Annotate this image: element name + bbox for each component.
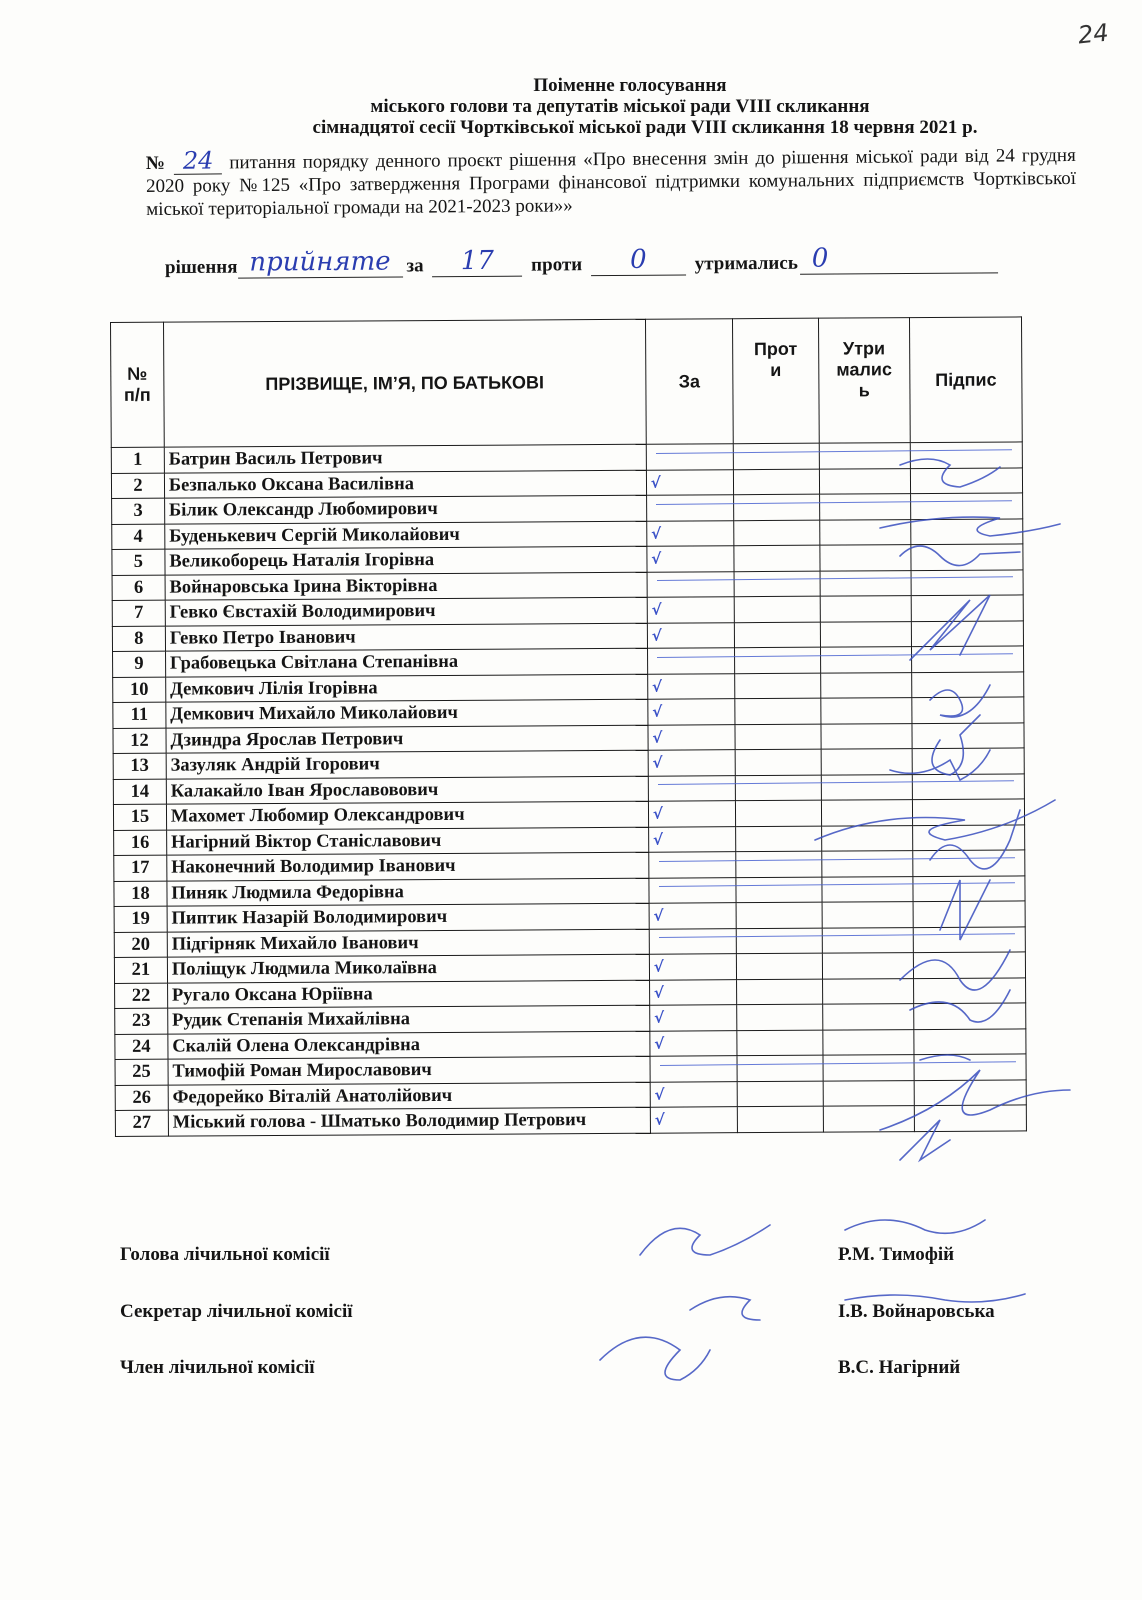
signature-cell	[913, 926, 1025, 952]
vote-for-cell	[649, 928, 737, 954]
row-number: 27	[115, 1110, 168, 1136]
vote-abstain-cell	[820, 647, 912, 673]
vote-for-cell	[646, 495, 734, 521]
signature-cell	[911, 467, 1023, 493]
vote-abstain-cell	[821, 774, 913, 800]
vote-against-cell	[737, 979, 823, 1005]
vote-against-cell	[735, 749, 821, 775]
vote-against-cell	[735, 622, 821, 648]
vote-abstain-cell	[823, 1055, 915, 1081]
row-number: 16	[114, 830, 167, 856]
vote-against-cell	[737, 1055, 823, 1081]
vote-against-cell	[736, 928, 822, 954]
vote-abstain-cell	[819, 443, 911, 469]
signature-cell	[914, 1105, 1026, 1131]
col-header-against-text: Прот и	[753, 338, 798, 380]
col-header-abstain	[818, 318, 910, 444]
member-name: Дзиндра Ярослав Петрович	[166, 725, 648, 753]
member-name: Підгірняк Михайло Іванович	[167, 929, 649, 957]
member-name: Калакайло Іван Ярославовович	[166, 776, 648, 804]
signature-cell	[913, 875, 1025, 901]
row-number: 12	[113, 728, 166, 754]
signature-scribble	[690, 1297, 760, 1320]
document-title: Поіменне голосування	[533, 75, 727, 96]
vote-abstain-cell	[821, 723, 913, 749]
signature-cell	[910, 442, 1022, 468]
vote-abstain-cell	[820, 672, 912, 698]
signature-cell	[911, 493, 1023, 519]
member-name: Нагірний Віктор Станіславович	[166, 827, 648, 855]
vote-for-cell	[650, 1056, 738, 1082]
roll-call-table	[110, 316, 1027, 1136]
vote-for-cell: √	[647, 546, 735, 572]
vote-for-cell: √	[647, 597, 735, 623]
vote-for-cell	[649, 852, 737, 878]
member-name: Безпалько Оксана Василівна	[164, 470, 646, 498]
vote-for-cell: √	[650, 1081, 738, 1107]
signature-scribble	[640, 1225, 770, 1255]
vote-for-cell	[647, 648, 735, 674]
signature-cell	[911, 518, 1023, 544]
vote-for-cell: √	[648, 724, 736, 750]
row-number: 19	[114, 906, 167, 932]
signature-cell	[914, 1079, 1026, 1105]
vote-abstain-cell	[822, 927, 914, 953]
col-header-against	[733, 318, 819, 444]
row-number: 1	[111, 447, 164, 473]
vote-abstain-cell	[820, 545, 912, 571]
row-number: 26	[115, 1085, 168, 1111]
vote-abstain-cell	[822, 953, 914, 979]
commission-member-role: Член лічильної комісії	[120, 1357, 315, 1378]
vote-against-cell	[734, 571, 820, 597]
signature-cell	[913, 850, 1025, 876]
member-name: Зазуляк Андрій Ігорович	[166, 750, 648, 778]
abstain-label: утримались	[694, 252, 798, 275]
row-number: 25	[115, 1059, 168, 1085]
vote-against-cell	[735, 673, 821, 699]
member-name: Гевко Петро Іванович	[165, 623, 647, 651]
member-name: Войнаровська Ірина Вікторівна	[165, 572, 647, 600]
vote-against-cell	[734, 545, 820, 571]
vote-for-cell: √	[647, 622, 735, 648]
signature-cell	[911, 620, 1023, 646]
vote-for-cell: √	[650, 1107, 738, 1133]
vote-abstain-cell	[820, 570, 912, 596]
vote-abstain-cell	[821, 851, 913, 877]
member-name: Наконечний Володимир Іванович	[167, 852, 649, 880]
vote-abstain-cell	[821, 749, 913, 775]
member-name: Великоборець Наталія Ігорівна	[165, 546, 647, 574]
vote-abstain-cell	[822, 978, 914, 1004]
signature-cell	[913, 799, 1025, 825]
vote-abstain-cell	[822, 902, 914, 928]
vote-abstain-cell	[822, 876, 914, 902]
decision-value-handwritten: прийняте	[249, 246, 391, 278]
vote-for-cell: √	[648, 750, 736, 776]
decision-line	[164, 243, 1065, 279]
vote-for-cell	[649, 877, 737, 903]
page-number: 24	[1076, 18, 1110, 50]
issue-number-blank	[174, 146, 222, 175]
signature-cell	[913, 901, 1025, 927]
abstain-value-handwritten: 0	[811, 243, 829, 274]
vote-abstain-cell	[823, 1080, 915, 1106]
signature-cell	[911, 595, 1023, 621]
vote-for-cell: √	[650, 1030, 738, 1056]
document-header	[140, 75, 1080, 138]
row-number: 13	[113, 753, 166, 779]
vote-abstain-cell	[819, 468, 911, 494]
row-number: 7	[112, 600, 165, 626]
commission-member-name: В.С. Нагірний	[838, 1357, 961, 1378]
member-name: Скалій Олена Олександрівна	[168, 1031, 650, 1059]
vote-for-cell: √	[647, 520, 735, 546]
signature-cell	[911, 544, 1023, 570]
vote-for-cell: √	[649, 979, 737, 1005]
agenda-issue	[146, 144, 1077, 221]
col-header-signature	[910, 317, 1023, 443]
row-number: 24	[115, 1034, 168, 1060]
vote-against-cell	[738, 1106, 824, 1132]
row-number: 11	[113, 702, 166, 728]
vote-against-cell	[733, 443, 819, 469]
signature-scribble	[845, 1220, 985, 1233]
vote-against-cell	[734, 520, 820, 546]
signature-cell	[914, 1054, 1026, 1080]
table-row	[115, 1105, 1026, 1136]
header-line-3: сімнадцятої сесії Чортківської міської ради VIII скликання 18 червня 2021 р.	[312, 117, 978, 138]
commission-chair-name: Р.М. Тимофій	[838, 1244, 955, 1265]
against-label: проти	[531, 254, 583, 276]
vote-for-cell	[647, 571, 735, 597]
vote-against-cell	[736, 826, 822, 852]
vote-abstain-cell	[822, 1029, 914, 1055]
row-number: 9	[113, 651, 166, 677]
vote-against-cell	[734, 596, 820, 622]
row-number: 4	[112, 524, 165, 550]
vote-against-cell	[735, 647, 821, 673]
signature-cell	[912, 646, 1024, 672]
vote-abstain-cell	[820, 698, 912, 724]
abstain-blank	[800, 243, 998, 274]
member-name: Ругало Оксана Юріївна	[167, 980, 649, 1008]
for-value-handwritten: 17	[460, 245, 495, 277]
row-number: 6	[112, 575, 165, 601]
vote-against-cell	[737, 1081, 823, 1107]
member-name: Батрин Василь Петрович	[164, 444, 646, 472]
vote-abstain-cell	[819, 519, 911, 545]
member-name: Пиняк Людмила Федорівна	[167, 878, 649, 906]
col-header-number	[111, 322, 165, 447]
member-name: Демкович Михайло Миколайович	[166, 699, 648, 727]
vote-abstain-cell	[820, 621, 912, 647]
signature-cell	[913, 952, 1025, 978]
signature-cell	[913, 824, 1025, 850]
row-number: 3	[112, 498, 165, 524]
commission-secretary-role: Секретар лічильної комісії	[120, 1301, 353, 1322]
vote-for-cell: √	[649, 1005, 737, 1031]
vote-for-cell: √	[648, 699, 736, 725]
member-name: Тимофій Роман Мирославович	[168, 1056, 650, 1084]
table-header-row	[111, 317, 1023, 448]
member-name: Буденькевич Сергій Миколайович	[165, 521, 647, 549]
member-name: Махомет Любомир Олександрович	[166, 801, 648, 829]
member-name: Міський голова - Шматько Володимир Петрович	[168, 1107, 650, 1135]
issue-number-handwritten: 24	[182, 146, 214, 175]
vote-abstain-cell	[820, 596, 912, 622]
commission-chair-role: Голова лічильної комісії	[120, 1244, 330, 1265]
member-name: Рудик Степанія Михайлівна	[168, 1005, 650, 1033]
vote-against-cell	[735, 775, 821, 801]
col-header-signature-text: Підпис	[935, 369, 997, 390]
vote-abstain-cell	[821, 825, 913, 851]
table-body	[111, 442, 1026, 1136]
row-number: 18	[114, 881, 167, 907]
member-name: Федорейко Віталій Анатолійович	[168, 1082, 650, 1110]
vote-against-cell	[736, 800, 822, 826]
vote-for-cell: √	[648, 826, 736, 852]
vote-for-cell: √	[649, 903, 737, 929]
row-number: 5	[112, 549, 165, 575]
col-header-name-text: ПРІЗВИЩЕ, ІМ’Я, ПО БАТЬКОВІ	[265, 371, 545, 394]
member-name: Демкович Лілія Ігорівна	[166, 674, 648, 702]
decision-label: рішення	[164, 256, 238, 279]
member-name: Поліщук Людмила Миколаївна	[167, 954, 649, 982]
row-number: 8	[112, 626, 165, 652]
issue-number-prefix: №	[145, 152, 168, 175]
member-name: Гевко Євстахій Володимирович	[165, 597, 647, 625]
against-blank	[591, 244, 686, 277]
row-number: 20	[114, 932, 167, 958]
vote-against-cell	[736, 877, 822, 903]
row-number: 14	[113, 779, 166, 805]
vote-abstain-cell	[822, 1004, 914, 1030]
col-header-for-text: За	[678, 370, 701, 392]
vote-against-cell	[735, 724, 821, 750]
vote-for-cell	[648, 775, 736, 801]
vote-for-cell	[646, 444, 734, 470]
for-label: за	[406, 255, 424, 277]
vote-against-cell	[734, 469, 820, 495]
vote-for-cell: √	[649, 954, 737, 980]
signature-cell	[912, 748, 1024, 774]
vote-abstain-cell	[823, 1106, 915, 1132]
decision-value-blank	[237, 246, 402, 278]
row-number: 15	[113, 804, 166, 830]
col-header-for	[645, 319, 733, 445]
row-number: 21	[114, 957, 167, 983]
row-number: 2	[111, 473, 164, 499]
member-name: Білик Олександр Любомирович	[164, 495, 646, 523]
col-header-number-text: № п/п	[123, 363, 151, 405]
commission-secretary-name: І.В. Войнаровська	[838, 1301, 995, 1322]
vote-abstain-cell	[821, 800, 913, 826]
for-blank	[432, 245, 522, 278]
signature-cell	[912, 671, 1024, 697]
vote-against-cell	[735, 698, 821, 724]
vote-against-cell	[736, 851, 822, 877]
vote-against-cell	[737, 1030, 823, 1056]
row-number: 22	[115, 983, 168, 1009]
member-name: Пиптик Назарій Володимирович	[167, 903, 649, 931]
col-header-abstain-text: Утри малис ь	[836, 338, 893, 401]
row-number: 23	[115, 1008, 168, 1034]
signature-cell	[914, 977, 1026, 1003]
signature-cell	[912, 722, 1024, 748]
col-header-name	[163, 319, 646, 447]
signature-cell	[912, 773, 1024, 799]
against-value-handwritten: 0	[630, 244, 647, 275]
vote-against-cell	[736, 902, 822, 928]
vote-against-cell	[737, 1004, 823, 1030]
signature-scribble	[600, 1337, 710, 1380]
signature-cell	[914, 1003, 1026, 1029]
header-line-2: міського голови та депутатів міської ради VIII скликання	[370, 96, 870, 117]
vote-for-cell: √	[647, 673, 735, 699]
signature-cell	[914, 1028, 1026, 1054]
vote-against-cell	[734, 494, 820, 520]
row-number: 17	[114, 855, 167, 881]
member-name: Грабовецька Світлана Степанівна	[165, 648, 647, 676]
signature-cell	[912, 697, 1024, 723]
signature-cell	[911, 569, 1023, 595]
row-number: 10	[113, 677, 166, 703]
vote-for-cell: √	[646, 469, 734, 495]
issue-text: питання порядку денного проєкт рішення «Про внесення змін до рішення міської ради від 24 грудня 2020 року №125 «Про затвердження Програми фінансової підтримки комунальних підприємств Чортківської міської територіальної громади на 2021-2023 роки»»	[145, 144, 1077, 221]
vote-for-cell: √	[648, 801, 736, 827]
vote-against-cell	[737, 953, 823, 979]
vote-abstain-cell	[819, 494, 911, 520]
